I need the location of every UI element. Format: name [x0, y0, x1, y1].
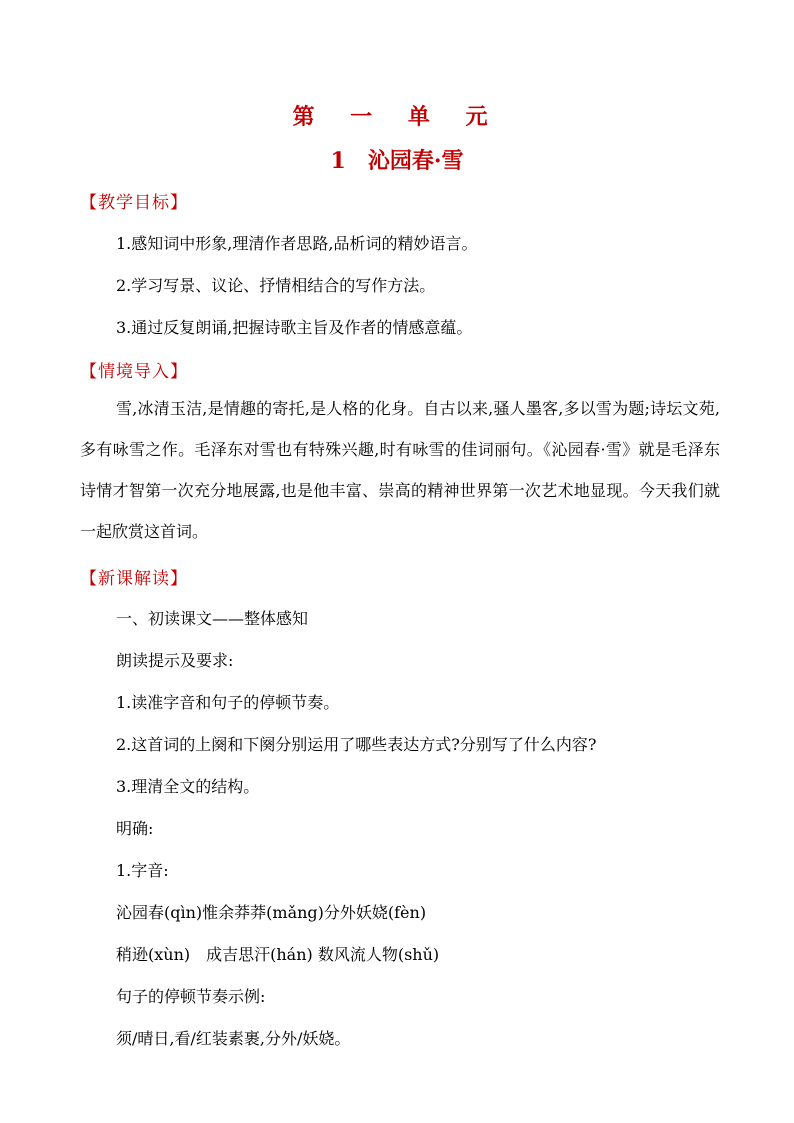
- lesson-line-1: 一、初读课文——整体感知: [116, 609, 309, 628]
- lesson-line-5: 3.理清全文的结构。: [116, 777, 260, 796]
- lesson-line-4: 2.这首词的上阕和下阕分别运用了哪些表达方式?分别写了什么内容?: [116, 735, 597, 754]
- lesson-line-9: 稍逊(xùn) 成吉思汗(hán) 数风流人物(shǔ): [116, 945, 440, 964]
- lesson-heading: 【新课解读】: [80, 569, 188, 589]
- objective-item-1: 1.感知词中形象,理清作者思路,品析词的精妙语言。: [116, 234, 478, 253]
- lesson-line-2: 朗读提示及要求:: [116, 651, 234, 670]
- unit-title: 第 一 单 元: [292, 104, 502, 130]
- lesson-line-8: 沁园春(qìn)惟余莽莽(mǎng)分外妖娆(fèn): [116, 903, 427, 922]
- objective-item-2: 2.学习写景、议论、抒情相结合的写作方法。: [116, 276, 436, 295]
- objective-item-3: 3.通过反复朗诵,把握诗歌主旨及作者的情感意蕴。: [116, 318, 473, 337]
- lesson-line-3: 1.读准字音和句子的停顿节奏。: [116, 693, 340, 712]
- lesson-line-7: 1.字音:: [116, 861, 169, 880]
- intro-paragraph: 雪,冰清玉洁,是情趣的寄托,是人格的化身。自古以来,骚人墨客,多以雪为题;诗坛文苑,多有咏雪之作。毛泽东对雪也有特殊兴趣,时有咏雪的佳词丽句。《沁园春·雪》就是毛泽东诗情才智第一次充分地展露,也是他丰富、崇高的精神世界第一次艺术地显现。今天我们就一起欣赏这首词。: [80, 399, 720, 541]
- lesson-number: 1: [330, 148, 346, 174]
- lesson-title-text: 沁园春·雪: [367, 148, 464, 174]
- intro-heading: 【情境导入】: [80, 362, 188, 382]
- lesson-line-6: 明确:: [116, 819, 154, 838]
- lesson-title: [0, 144, 794, 175]
- lesson-line-11: 须/晴日,看/红装素裹,分外/妖娆。: [116, 1029, 351, 1048]
- objectives-heading: 【教学目标】: [80, 193, 188, 213]
- lesson-line-10: 句子的停顿节奏示例:: [116, 987, 266, 1006]
